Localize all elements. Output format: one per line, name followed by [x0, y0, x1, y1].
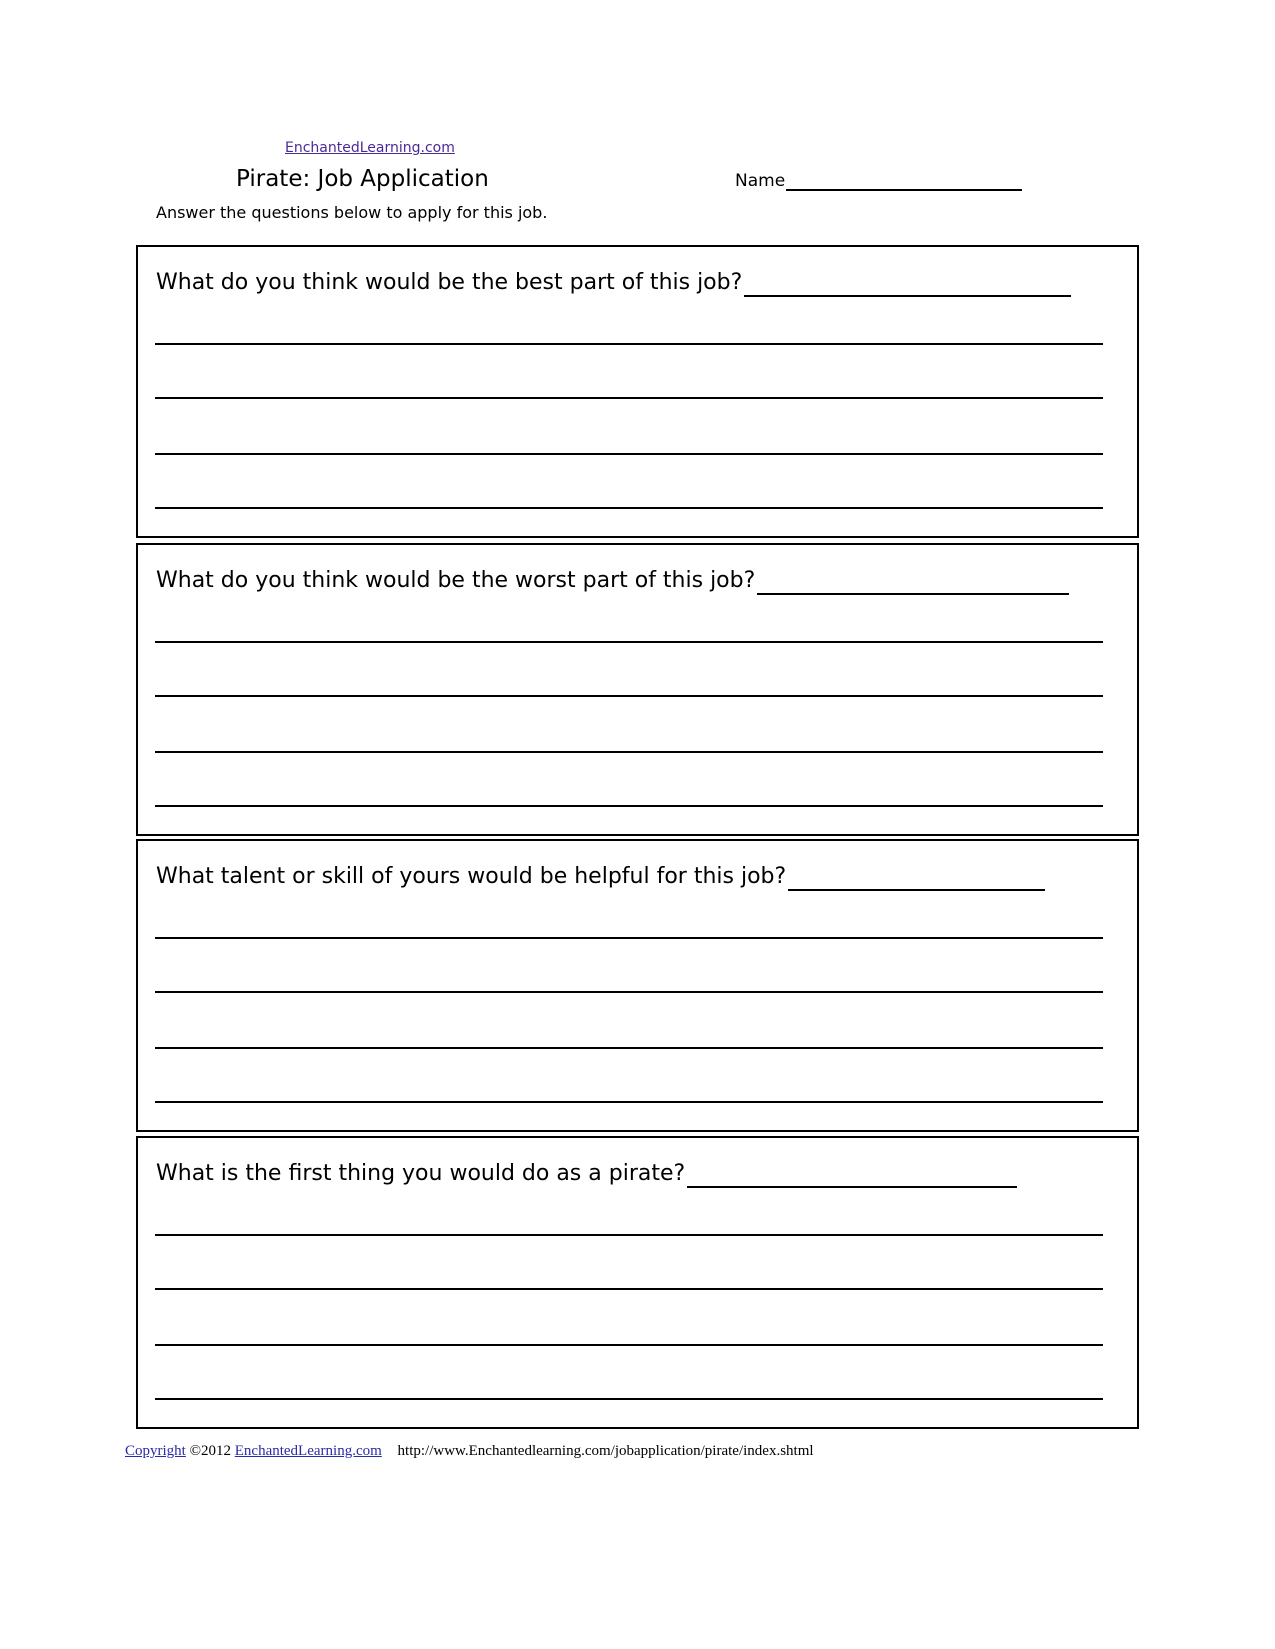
answer-line[interactable]: [155, 343, 1103, 345]
answer-line[interactable]: [155, 641, 1103, 643]
question-text: What is the first thing you would do as a pirate?: [156, 1161, 686, 1186]
question-row: [156, 863, 1045, 891]
copyright-year: ©2012: [189, 1443, 231, 1459]
name-label: Name: [735, 171, 786, 191]
name-answer-line[interactable]: [786, 171, 1022, 191]
question-answer-line[interactable]: [788, 863, 1045, 891]
question-box-4: [136, 1136, 1139, 1429]
site-link[interactable]: EnchantedLearning.com: [285, 140, 455, 156]
answer-line[interactable]: [155, 751, 1103, 753]
answer-line[interactable]: [155, 805, 1103, 807]
question-text: What do you think would be the worst part of this job?: [156, 568, 756, 593]
copyright-link[interactable]: Copyright: [125, 1443, 186, 1459]
question-box-2: [136, 543, 1139, 836]
question-text: What talent or skill of yours would be helpful for this job?: [156, 864, 787, 889]
page-title: Pirate: Job Application: [236, 166, 489, 192]
answer-line[interactable]: [155, 695, 1103, 697]
answer-line[interactable]: [155, 991, 1103, 993]
question-box-3: [136, 839, 1139, 1132]
question-row: [156, 269, 1071, 297]
question-answer-line[interactable]: [687, 1160, 1017, 1188]
answer-line[interactable]: [155, 453, 1103, 455]
question-box-1: [136, 245, 1139, 538]
footer: [125, 1443, 814, 1460]
footer-site-link[interactable]: EnchantedLearning.com: [234, 1443, 382, 1459]
question-row: [156, 567, 1069, 595]
name-field[interactable]: [735, 171, 1022, 191]
question-row: [156, 1160, 1017, 1188]
answer-line[interactable]: [155, 1398, 1103, 1400]
answer-line[interactable]: [155, 1101, 1103, 1103]
answer-line[interactable]: [155, 1234, 1103, 1236]
answer-line[interactable]: [155, 507, 1103, 509]
answer-line[interactable]: [155, 937, 1103, 939]
question-text: What do you think would be the best part of this job?: [156, 270, 743, 295]
answer-line[interactable]: [155, 1288, 1103, 1290]
instructions: Answer the questions below to apply for this job.: [156, 203, 548, 222]
answer-line[interactable]: [155, 1047, 1103, 1049]
page-url: http://www.Enchantedlearning.com/jobapplication/pirate/index.shtml: [397, 1443, 814, 1459]
answer-line[interactable]: [155, 397, 1103, 399]
question-answer-line[interactable]: [744, 269, 1071, 297]
answer-line[interactable]: [155, 1344, 1103, 1346]
question-answer-line[interactable]: [757, 567, 1069, 595]
